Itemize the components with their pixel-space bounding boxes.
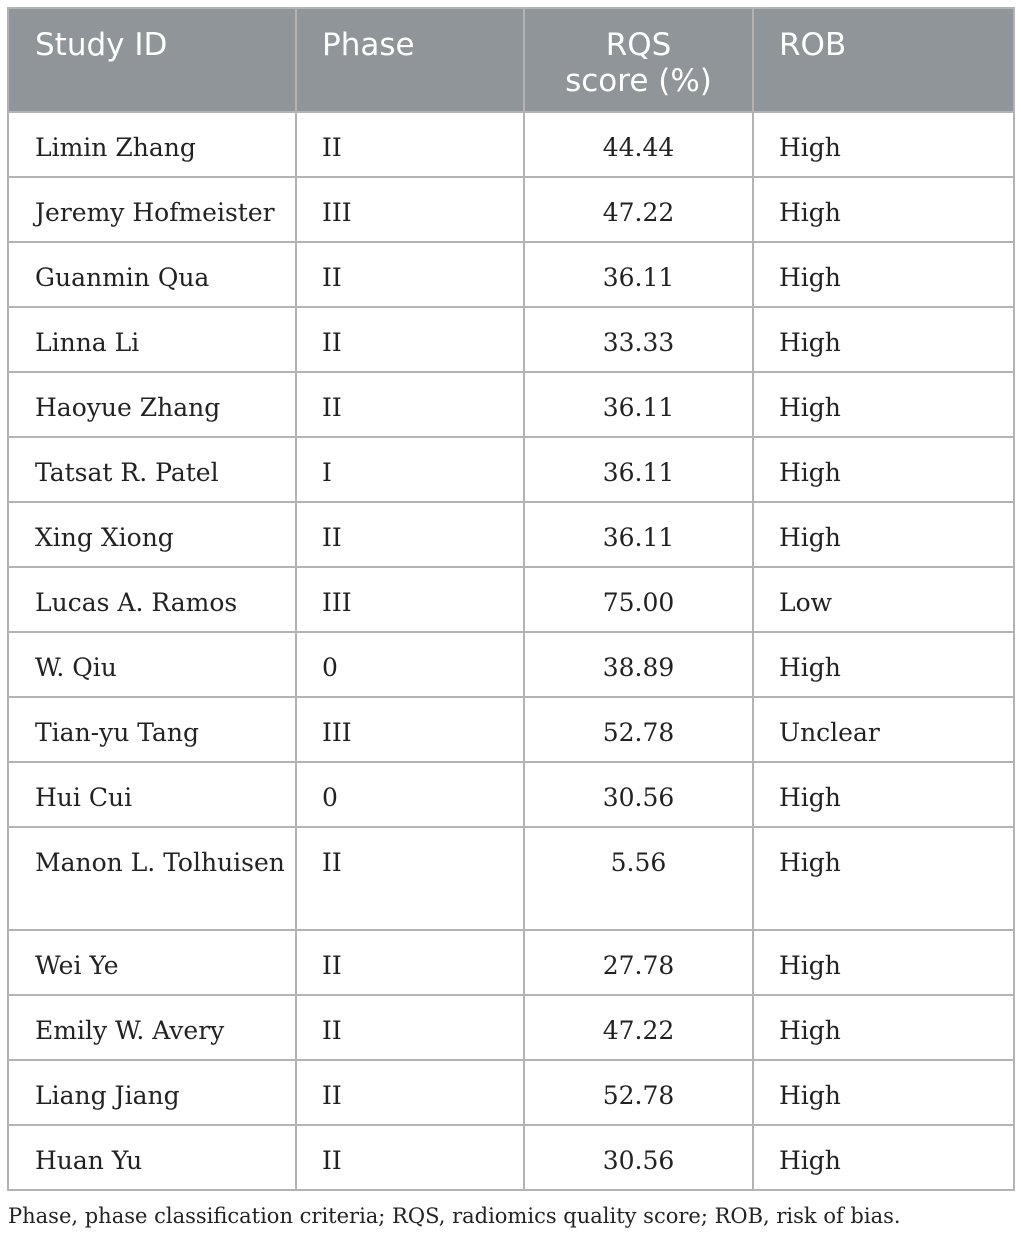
study-id-cell: Manon L. Tolhuisen [8, 827, 296, 930]
rob-cell: High [753, 930, 1014, 995]
table-row [8, 697, 1014, 762]
rqs-score-cell: 36.11 [524, 372, 753, 437]
rob-cell: High [753, 1060, 1014, 1125]
study-quality-table [7, 7, 1015, 1191]
table-row [8, 307, 1014, 372]
rqs-score-cell: 47.22 [524, 995, 753, 1060]
rob-cell: High [753, 242, 1014, 307]
table-row [8, 827, 1014, 930]
table-row [8, 1125, 1014, 1190]
phase-cell: II [296, 1060, 524, 1125]
rqs-score-cell: 44.44 [524, 112, 753, 177]
table-row [8, 177, 1014, 242]
header-phase: Phase [296, 8, 524, 112]
phase-cell: II [296, 1125, 524, 1190]
study-id-cell: Liang Jiang [8, 1060, 296, 1125]
study-id-cell: Limin Zhang [8, 112, 296, 177]
rob-cell: High [753, 632, 1014, 697]
table-row [8, 372, 1014, 437]
rob-cell: High [753, 762, 1014, 827]
rqs-score-cell: 30.56 [524, 762, 753, 827]
rqs-score-cell: 36.11 [524, 242, 753, 307]
study-id-cell: Linna Li [8, 307, 296, 372]
rqs-score-cell: 5.56 [524, 827, 753, 930]
rob-cell: High [753, 502, 1014, 567]
rob-cell: High [753, 307, 1014, 372]
study-id-cell: W. Qiu [8, 632, 296, 697]
rob-cell: Unclear [753, 697, 1014, 762]
table-header [8, 8, 1014, 112]
table-footnote: Phase, phase classification criteria; RQS, radiomics quality score; ROB, risk of bias. [8, 1204, 901, 1228]
phase-cell: II [296, 307, 524, 372]
study-id-cell: Tatsat R. Patel [8, 437, 296, 502]
header-rob: ROB [753, 8, 1014, 112]
study-id-cell: Xing Xiong [8, 502, 296, 567]
study-id-cell: Huan Yu [8, 1125, 296, 1190]
phase-cell: II [296, 372, 524, 437]
rob-cell: High [753, 372, 1014, 437]
rqs-score-cell: 33.33 [524, 307, 753, 372]
header-rqs-line2: score (%) [565, 63, 712, 99]
phase-cell: II [296, 930, 524, 995]
table-body [8, 112, 1014, 1190]
table-row [8, 437, 1014, 502]
phase-cell: II [296, 995, 524, 1060]
study-id-cell: Lucas A. Ramos [8, 567, 296, 632]
header-rqs-score [524, 8, 753, 112]
table-row [8, 995, 1014, 1060]
phase-cell: III [296, 567, 524, 632]
phase-cell: II [296, 112, 524, 177]
rqs-score-cell: 36.11 [524, 502, 753, 567]
rqs-score-cell: 47.22 [524, 177, 753, 242]
table-row [8, 762, 1014, 827]
table-row [8, 930, 1014, 995]
rob-cell: High [753, 437, 1014, 502]
rob-cell: High [753, 827, 1014, 930]
table-row [8, 567, 1014, 632]
rob-cell: High [753, 1125, 1014, 1190]
study-id-cell: Tian-yu Tang [8, 697, 296, 762]
phase-cell: II [296, 242, 524, 307]
phase-cell: I [296, 437, 524, 502]
phase-cell: II [296, 827, 524, 930]
rqs-score-cell: 52.78 [524, 697, 753, 762]
study-id-cell: Jeremy Hofmeister [8, 177, 296, 242]
table-row [8, 112, 1014, 177]
phase-cell: 0 [296, 762, 524, 827]
rob-cell: High [753, 112, 1014, 177]
study-id-cell: Wei Ye [8, 930, 296, 995]
table-row [8, 632, 1014, 697]
rob-cell: Low [753, 567, 1014, 632]
header-row [8, 8, 1014, 112]
rqs-score-cell: 38.89 [524, 632, 753, 697]
table-row [8, 242, 1014, 307]
rqs-score-cell: 52.78 [524, 1060, 753, 1125]
rob-cell: High [753, 177, 1014, 242]
table-row [8, 1060, 1014, 1125]
header-rqs-line1: RQS [605, 27, 672, 63]
study-id-cell: Emily W. Avery [8, 995, 296, 1060]
study-id-cell: Guanmin Qua [8, 242, 296, 307]
rqs-score-cell: 27.78 [524, 930, 753, 995]
phase-cell: III [296, 697, 524, 762]
table-row [8, 502, 1014, 567]
rqs-score-cell: 36.11 [524, 437, 753, 502]
rqs-score-cell: 30.56 [524, 1125, 753, 1190]
phase-cell: III [296, 177, 524, 242]
study-id-cell: Haoyue Zhang [8, 372, 296, 437]
study-id-cell: Hui Cui [8, 762, 296, 827]
header-study-id: Study ID [8, 8, 296, 112]
rqs-score-cell: 75.00 [524, 567, 753, 632]
rob-cell: High [753, 995, 1014, 1060]
phase-cell: II [296, 502, 524, 567]
phase-cell: 0 [296, 632, 524, 697]
